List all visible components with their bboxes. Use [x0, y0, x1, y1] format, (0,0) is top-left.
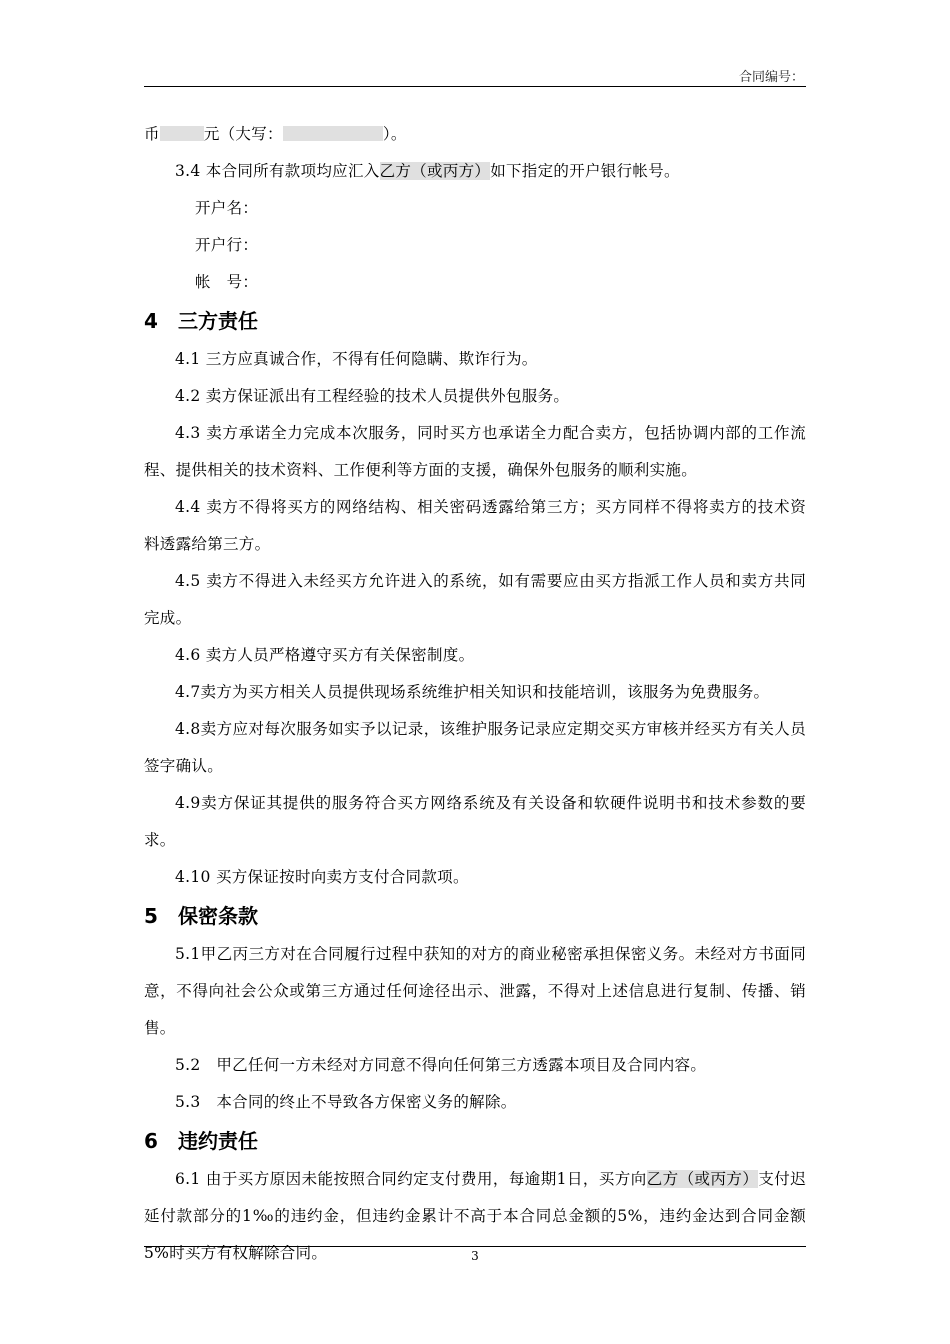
clause-5-2: 5.2 甲乙任何一方未经对方同意不得向任何第三方透露本项目及合同内容。: [175, 1056, 707, 1074]
highlighted-party: 乙方（或丙方）: [379, 162, 491, 180]
clause-6-1-text: 6.1 由于买方原因未能按照合同约定支付费用，每逾期1日，买方向: [175, 1170, 647, 1188]
clause-4-6: 4.6 卖方人员严格遵守买方有关保密制度。: [175, 646, 475, 664]
document-body: [144, 116, 806, 1272]
footer-rule: [144, 1246, 806, 1247]
clause-3-4-text-end: 如下指定的开户银行帐号。: [490, 162, 680, 180]
clause-4-7: 4.7卖方为买方相关人员提供现场系统维护相关知识和技能培训，该服务为免费服务。: [175, 683, 770, 701]
clause-4-5: 4.5 卖方不得进入未经买方允许进入的系统，如有需要应由买方指派工作人员和卖方共同完成。: [144, 572, 806, 627]
clause-4-3: 4.3 卖方承诺全力完成本次服务，同时买方也承诺全力配合卖方，包括协调内部的工作流程、提供相关的技术资料、工作便利等方面的支援，确保外包服务的顺利实施。: [144, 424, 806, 479]
clause-3-4: [144, 153, 806, 190]
bank-name-line: 开户行：: [195, 236, 259, 254]
header-rule: [144, 86, 806, 87]
clause-3-4-text: 3.4 本合同所有款项均应汇入: [175, 162, 380, 180]
highlighted-party: 乙方（或丙方）: [646, 1170, 759, 1188]
contract-number-label: 合同编号：: [738, 70, 804, 85]
clause-4-4: 4.4 卖方不得将买方的网络结构、相关密码透露给第三方；买方同样不得将卖方的技术资料透露给第三方。: [144, 498, 806, 553]
redacted-amount: [160, 126, 204, 141]
currency-line: [144, 116, 806, 153]
page-number: 3: [471, 1249, 479, 1263]
section-5-heading: [144, 896, 806, 936]
clause-4-1: 4.1 三方应真诚合作，不得有任何隐瞒、欺诈行为。: [175, 350, 538, 368]
currency-prefix: 币: [144, 125, 160, 143]
section-4-title: 三方责任: [178, 309, 258, 333]
account-number-line: 帐 号：: [195, 273, 259, 291]
redacted-amount-words: [283, 126, 383, 141]
clause-4-10: 4.10 买方保证按时向卖方支付合同款项。: [175, 868, 469, 886]
section-4-number: 4: [144, 309, 158, 333]
clause-4-8: 4.8卖方应对每次服务如实予以记录，该维护服务记录应定期交买方审核并经买方有关人员签字确认。: [144, 720, 806, 775]
currency-close: ）。: [382, 125, 407, 143]
section-4-heading: [144, 301, 806, 341]
section-5-number: 5: [144, 904, 158, 928]
section-5-title: 保密条款: [178, 904, 258, 928]
currency-suffix: 元（大写：: [203, 125, 283, 143]
section-6-heading: [144, 1121, 806, 1161]
clause-4-9: 4.9卖方保证其提供的服务符合买方网络系统及有关设备和软硬件说明书和技术参数的要求。: [144, 794, 806, 849]
account-name-line: 开户名：: [195, 199, 259, 217]
section-6-title: 违约责任: [178, 1129, 258, 1153]
clause-5-3: 5.3 本合同的终止不导致各方保密义务的解除。: [175, 1093, 517, 1111]
clause-6-1-text-end: 支付迟延付款部分的1‰的违约金，但违约金累计不高于本合同总金额的5%，违约金达到合同金额5%时买方有权解除合同。: [144, 1170, 806, 1262]
clause-5-1: 5.1甲乙丙三方对在合同履行过程中获知的对方的商业秘密承担保密义务。未经对方书面同意，不得向社会公众或第三方通过任何途径出示、泄露，不得对上述信息进行复制、传播、销售。: [144, 945, 806, 1037]
section-6-number: 6: [144, 1129, 158, 1153]
clause-4-2: 4.2 卖方保证派出有工程经验的技术人员提供外包服务。: [175, 387, 570, 405]
